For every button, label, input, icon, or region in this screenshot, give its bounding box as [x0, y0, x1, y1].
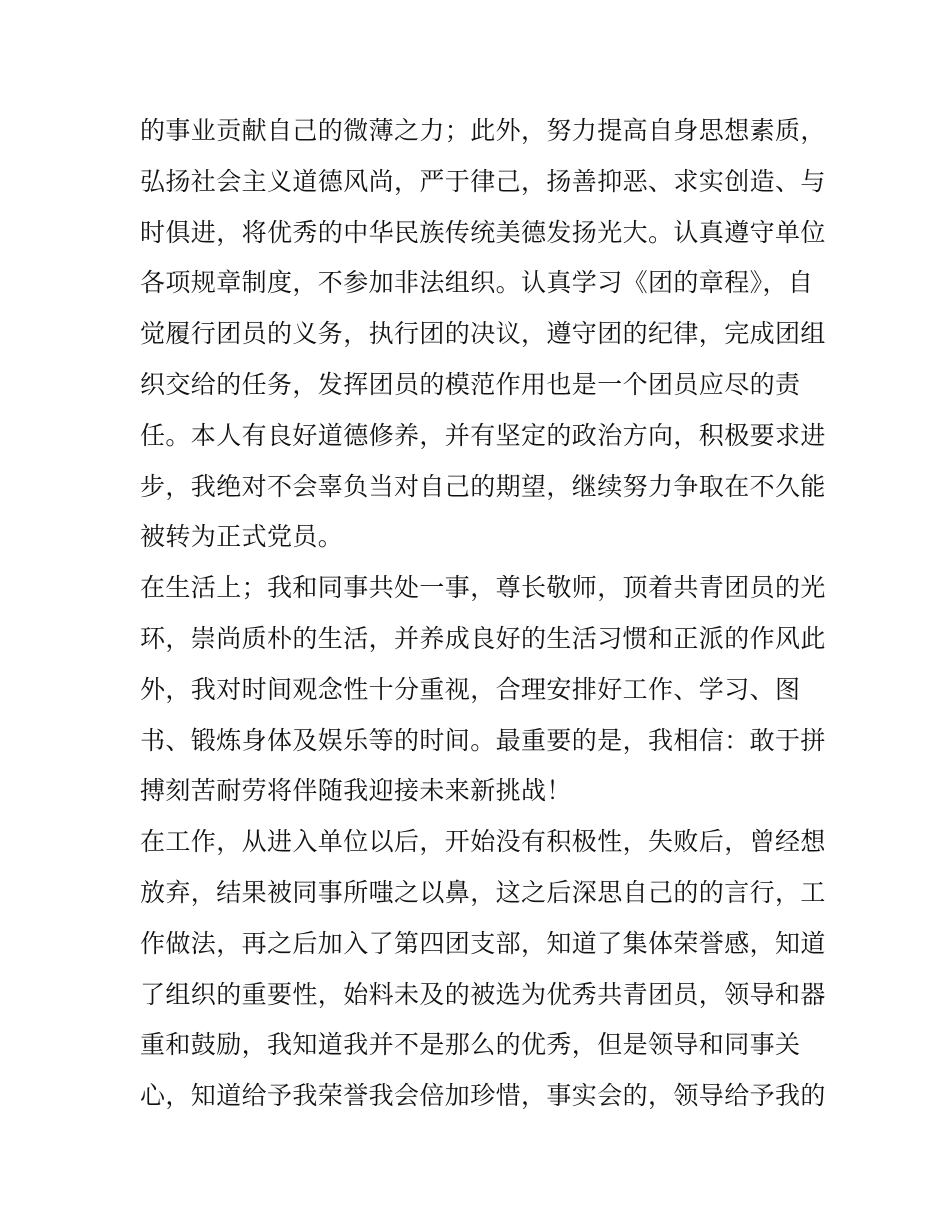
text-line: 步，我绝对不会辜负当对自己的期望，继续努力争取在不久能 — [140, 471, 826, 501]
text-line: 任。本人有良好道德修养，并有坚定的政治方向，积极要求进 — [140, 420, 826, 450]
text-line: 时俱进，将优秀的中华民族传统美德发扬光大。认真遵守单位 — [140, 217, 826, 247]
text-line: 外，我对时间观念性十分重视，合理安排好工作、学习、图 — [140, 674, 801, 704]
text-line: 被转为正式党员。 — [140, 522, 344, 552]
text-line: 弘扬社会主义道德风尚，严于律己，扬善抑恶、求实创造、与 — [140, 166, 826, 196]
text-line: 搏刻苦耐劳将伴随我迎接未来新挑战！ — [140, 776, 572, 806]
text-line: 了组织的重要性，始料未及的被选为优秀共青团员，领导和器 — [140, 979, 826, 1009]
text-line: 在生活上；我和同事共处一事，尊长敬师，顶着共青团员的光 — [140, 573, 826, 603]
text-line: 放弃，结果被同事所嗤之以鼻，这之后深思自己的的言行，工 — [140, 877, 826, 907]
text-line: 的事业贡献自己的微薄之力；此外，努力提高自身思想素质， — [140, 116, 826, 145]
text-line: 各项规章制度，不参加非法组织。认真学习《团的章程》，自 — [140, 268, 814, 298]
text-line: 作做法，再之后加入了第四团支部，知道了集体荣誉感，知道 — [140, 928, 826, 958]
text-line: 在工作，从进入单位以后，开始没有积极性，失败后，曾经想 — [140, 827, 826, 857]
text-line: 心，知道给予我荣誉我会倍加珍惜，事实会的，领导给予我的 — [140, 1081, 826, 1111]
text-line: 重和鼓励，我知道我并不是那么的优秀，但是领导和同事关 — [140, 1030, 801, 1060]
text-line: 织交给的任务，发挥团员的模范作用也是一个团员应尽的责 — [140, 369, 801, 399]
text-line: 书、锻炼身体及娱乐等的时间。最重要的是，我相信：敢于拼 — [140, 725, 826, 755]
text-line: 环，崇尚质朴的生活，并养成良好的生活习惯和正派的作风此 — [140, 623, 826, 653]
body-text — [140, 106, 826, 1122]
text-line: 觉履行团员的义务，执行团的决议，遵守团的纪律，完成团组 — [140, 319, 826, 349]
